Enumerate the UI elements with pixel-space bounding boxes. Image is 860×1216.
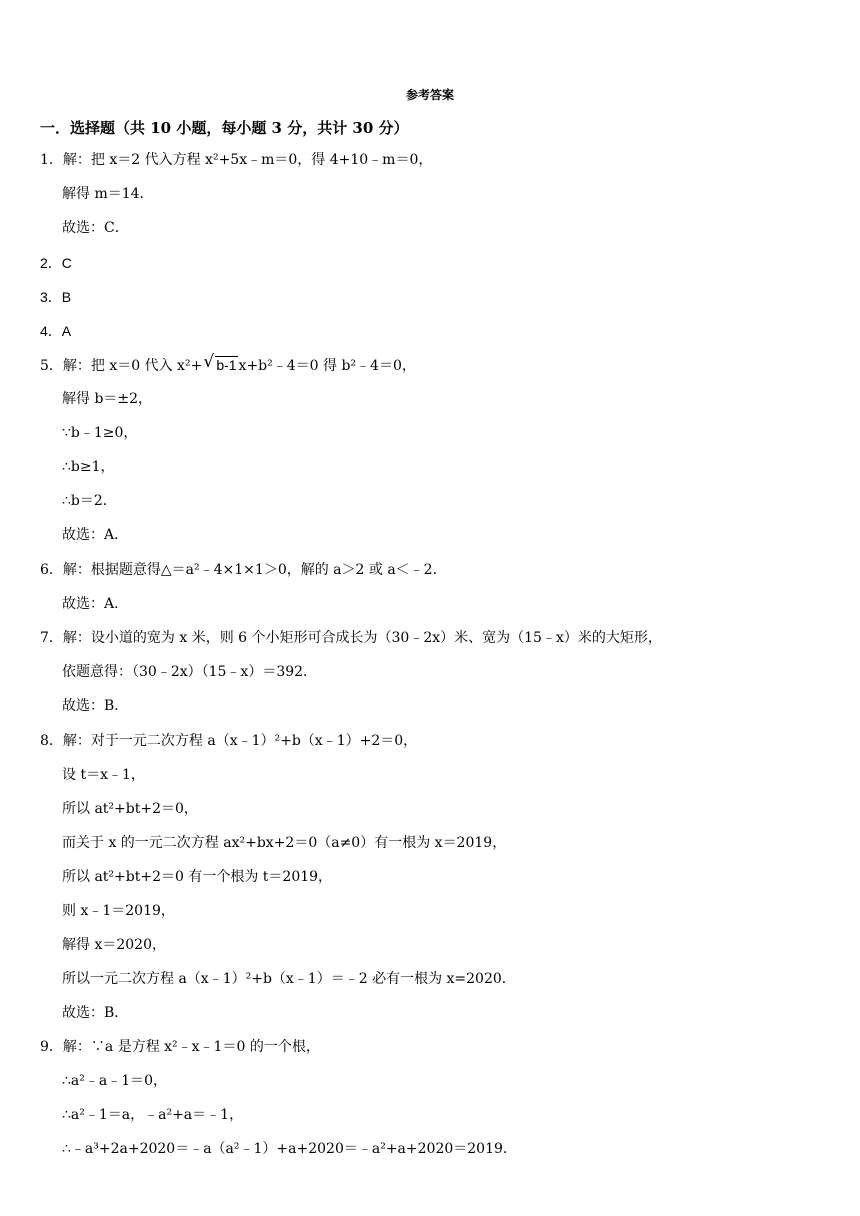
page-title: 参考答案: [405, 88, 454, 102]
answer-9-line-2: ∴a²﹣a﹣1＝0，: [62, 1073, 168, 1089]
answer-9-line-4: ∴﹣a³+2a+2020＝﹣a（a²﹣1）+a+2020＝﹣a²+a+2020＝2019．: [62, 1141, 517, 1157]
answer-5-line-1: [40, 352, 416, 375]
answer-5-line-2: 解得 b＝±2，: [62, 391, 153, 407]
answer-8-line-4: 而关于 x 的一元二次方程 ax²+bx+2＝0（a≠0）有一根为 x＝2019，: [62, 835, 507, 851]
answer-5-line-3: ∵b﹣1≥0，: [62, 425, 138, 441]
answer-6-line-2: 故选：A．: [62, 596, 129, 612]
square-root-expression: [203, 352, 237, 375]
answer-7-line-3: 故选：B．: [62, 698, 129, 714]
answer-5-line-6: 故选：A．: [62, 527, 129, 543]
answer-5-text-b: x+b²﹣4＝0 得 b²﹣4＝0，: [238, 358, 416, 374]
answer-8-line-3: 所以 at²+bt+2＝0，: [62, 801, 198, 817]
answer-5-line-4: ∴b≥1，: [62, 459, 115, 475]
answer-8-line-5: 所以 at²+bt+2＝0 有一个根为 t＝2019，: [62, 869, 333, 885]
answer-8-line-2: 设 t＝x﹣1，: [62, 767, 145, 783]
answer-9-line-1: 9．解：∵a 是方程 x²﹣x﹣1＝0 的一个根，: [40, 1039, 320, 1055]
radicand: b-1: [216, 357, 237, 373]
answer-4: 4．A: [40, 323, 72, 339]
answer-2: 2．C: [40, 255, 72, 271]
answer-8-line-7: 解得 x＝2020，: [62, 937, 166, 953]
answer-9-line-3: ∴a²﹣1＝a，﹣a²+a＝﹣1，: [62, 1107, 244, 1123]
answer-6-line-1: 6．解：根据题意得△＝a²﹣4×1×1＞0，解的 a＞2 或 a＜﹣2．: [40, 562, 447, 578]
answer-5-text-a: 5．解：把 x＝0 代入 x²+: [40, 358, 203, 374]
answer-7-line-1: 7．解：设小道的宽为 x 米，则 6 个小矩形可合成长为（30﹣2x）米、宽为（15﹣x）米的大矩形，: [40, 630, 662, 646]
radical-sign-icon: √: [203, 352, 215, 372]
answer-7-line-2: 依题意得：（30﹣2x）（15﹣x）＝392．: [62, 664, 318, 680]
section-heading: 一．选择题（共 10 小题，每小题 3 分，共计 30 分）: [40, 119, 409, 137]
answer-5-line-5: ∴b＝2．: [62, 493, 117, 509]
answer-1-line-2: 解得 m＝14．: [62, 186, 154, 202]
answer-8-line-1: 8．解：对于一元二次方程 a（x﹣1）²+b（x﹣1）+2＝0，: [40, 733, 418, 749]
answer-8-line-8: 所以一元二次方程 a（x﹣1）²+b（x﹣1）＝﹣2 必有一根为 x=2020．: [62, 971, 516, 987]
answer-3: 3．B: [40, 289, 72, 305]
answer-8-line-9: 故选：B．: [62, 1005, 129, 1021]
answer-1-line-3: 故选：C．: [62, 220, 129, 236]
answer-8-line-6: 则 x﹣1＝2019，: [62, 903, 175, 919]
answer-1-line-1: 1．解：把 x＝2 代入方程 x²+5x﹣m＝0，得 4+10﹣m＝0，: [40, 152, 433, 168]
